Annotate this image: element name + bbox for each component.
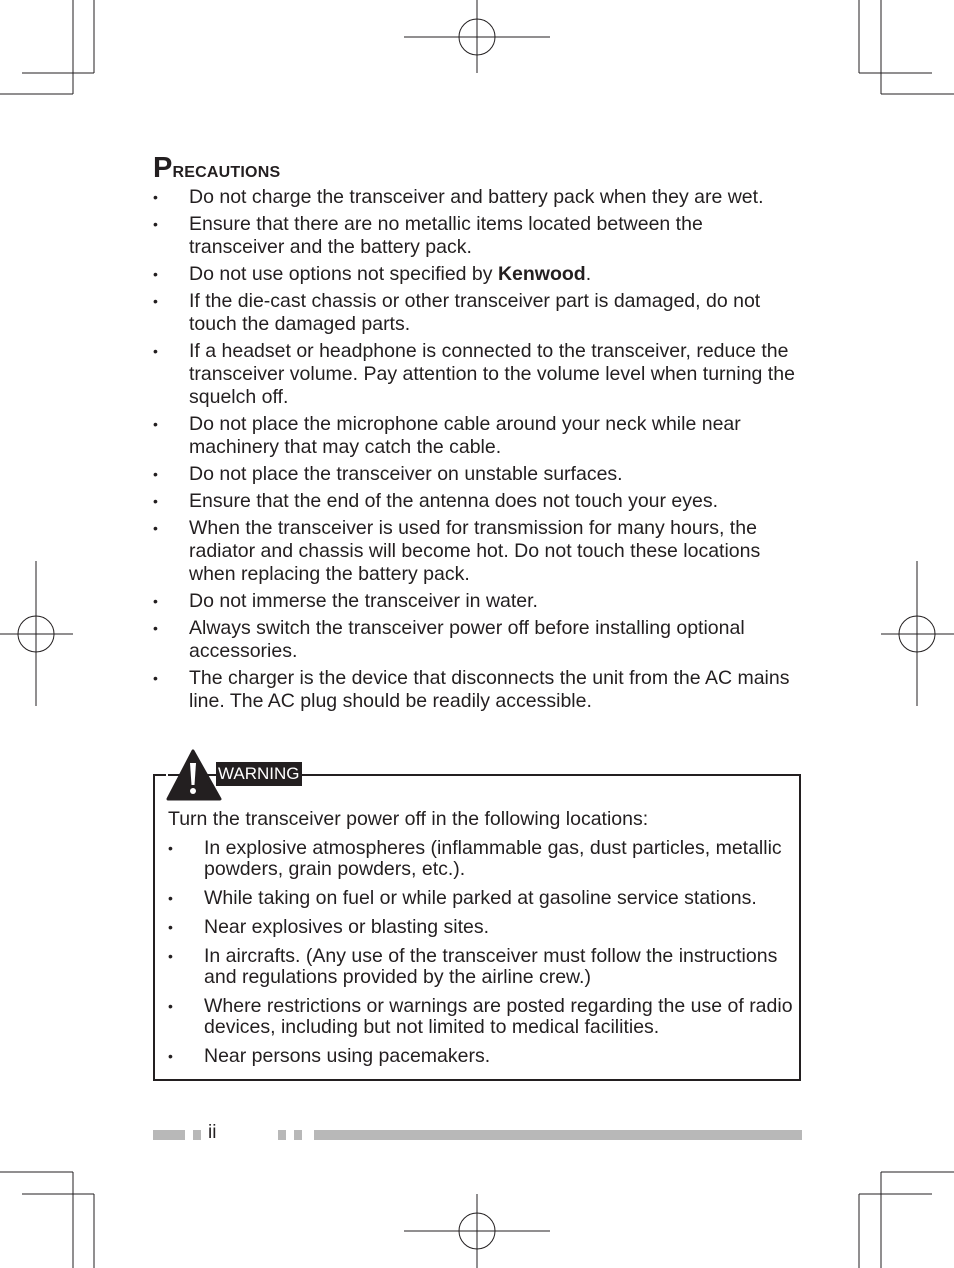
- list-item: [153, 490, 803, 513]
- bullet: •: [168, 948, 173, 964]
- list-item-text: Do not use options not specified by: [189, 263, 498, 285]
- list-item-text: Do not immerse the transceiver in water.: [189, 590, 538, 612]
- bullet: •: [168, 1048, 173, 1064]
- list-item-text-end: .: [585, 263, 592, 285]
- list-item-text: Where restrictions or warnings are posted regarding the use of radio devices, including but not limited to medical facilities.: [204, 995, 793, 1038]
- bullet: •: [168, 919, 173, 935]
- brand-name: Kenwood: [497, 263, 586, 285]
- list-item-text: Near persons using pacemakers.: [204, 1045, 491, 1067]
- bullet: •: [153, 216, 158, 232]
- footer-bar-segment: [153, 1130, 185, 1140]
- bullet: •: [153, 670, 158, 686]
- warning-intro: Turn the transceiver power off in the following locations:: [168, 808, 649, 830]
- list-item: [153, 463, 803, 486]
- precautions-list: [153, 186, 803, 717]
- list-item-text: If the die-cast chassis or other transceiver part is damaged, do not touch the damaged parts.: [189, 290, 761, 335]
- bullet: •: [153, 493, 158, 509]
- list-item: [153, 590, 803, 613]
- bullet: •: [168, 998, 173, 1014]
- bullet: •: [153, 266, 158, 282]
- list-item-text: Do not charge the transceiver and battery pack when they are wet.: [189, 186, 764, 208]
- list-item: [153, 413, 803, 459]
- section-title-initial: P: [153, 152, 173, 184]
- list-item-text: Always switch the transceiver power off before installing optional accessories.: [189, 617, 745, 662]
- footer-bar: [314, 1130, 802, 1140]
- bullet: •: [153, 416, 158, 432]
- warning-header: [166, 749, 300, 801]
- list-item-text: Ensure that there are no metallic items located between the transceiver and the battery pack.: [189, 213, 703, 258]
- list-item: [168, 838, 796, 880]
- footer-bar-segment: [294, 1130, 302, 1140]
- bullet: •: [153, 620, 158, 636]
- list-item-text: Do not place the microphone cable around your neck while near machinery that may catch the cable.: [189, 413, 741, 458]
- section-title: [153, 152, 280, 185]
- list-item-text: The charger is the device that disconnects the unit from the AC mains line. The AC plug should be readily accessible.: [189, 667, 790, 712]
- section-title-rest: recautions: [172, 156, 281, 182]
- list-item-text: If a headset or headphone is connected to the transceiver, reduce the transceiver volume. Pay attention to the volume level when turning the squelch off.: [189, 340, 795, 408]
- page-number: ii: [208, 1122, 217, 1143]
- list-item-text: In aircrafts. (Any use of the transceiver must follow the instructions and regulations provided by the airline crew.): [204, 945, 778, 988]
- bullet: •: [168, 840, 173, 856]
- warning-label: WARNING: [216, 762, 302, 786]
- list-item: [168, 1046, 796, 1067]
- bullet: •: [153, 343, 158, 359]
- list-item: [153, 290, 803, 336]
- bullet: •: [153, 189, 158, 205]
- list-item: [153, 517, 803, 586]
- list-item: [153, 213, 803, 259]
- list-item-text: Do not place the transceiver on unstable surfaces.: [189, 463, 623, 485]
- footer-bar-segment: [193, 1130, 201, 1140]
- warning-triangle-icon: [166, 749, 222, 801]
- list-item-text: Ensure that the end of the antenna does not touch your eyes.: [189, 490, 719, 512]
- list-item: [168, 946, 796, 988]
- footer-bar-segment: [278, 1130, 286, 1140]
- bullet: •: [153, 293, 158, 309]
- list-item: [153, 617, 803, 663]
- list-item: [153, 667, 803, 713]
- list-item: [153, 340, 803, 409]
- bullet: •: [168, 890, 173, 906]
- list-item-text: While taking on fuel or while parked at gasoline service stations.: [204, 887, 757, 909]
- bullet: •: [153, 520, 158, 536]
- list-item-text: In explosive atmospheres (inflammable gas, dust particles, metallic powders, grain powders, etc.).: [204, 837, 782, 880]
- list-item: [153, 263, 803, 286]
- list-item-text: Near explosives or blasting sites.: [204, 916, 490, 938]
- list-item: [168, 888, 796, 909]
- list-item: [168, 917, 796, 938]
- page-footer: [153, 1122, 802, 1143]
- list-item-text: When the transceiver is used for transmission for many hours, the radiator and chassis will become hot. Do not touch these locations when replacing the battery pack.: [189, 517, 761, 585]
- list-item: [153, 186, 803, 209]
- bullet: •: [153, 593, 158, 609]
- list-item: [168, 996, 796, 1038]
- warning-list: [168, 838, 796, 1075]
- bullet: •: [153, 466, 158, 482]
